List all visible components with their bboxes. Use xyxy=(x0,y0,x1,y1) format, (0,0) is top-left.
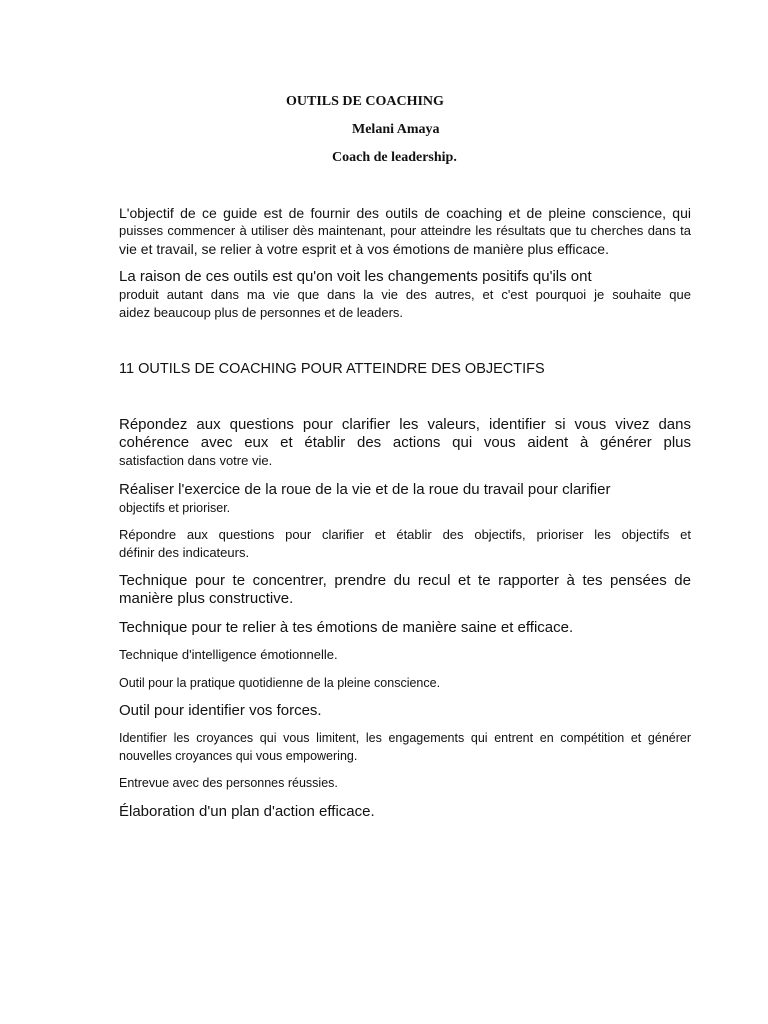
item-2-line-1: Réaliser l'exercice de la roue de la vie et de la roue du travail pour clarifier xyxy=(119,481,611,498)
item-1-line-3: satisfaction dans votre vie. xyxy=(119,453,273,468)
section-heading: 11 OUTILS DE COACHING POUR ATTEINDRE DES OBJECTIFS xyxy=(119,361,545,377)
item-11-line-1: Élaboration d'un plan d'action efficace. xyxy=(119,803,375,820)
list-item xyxy=(119,526,691,562)
list-item xyxy=(119,729,691,765)
list-item xyxy=(119,416,691,470)
item-4-line-1: Technique pour te concentrer, prendre du recul et te rapporter à tes pensées de xyxy=(119,572,691,589)
item-1-line-2: cohérence avec eux et établir des actions qui vous aident à générer plus xyxy=(119,434,691,451)
list-item xyxy=(119,702,691,720)
list-item xyxy=(119,481,691,517)
intro-2-line-3: aidez beaucoup plus de personnes et de leaders. xyxy=(119,305,404,320)
item-6-line-1: Technique d'intelligence émotionnelle. xyxy=(119,647,338,662)
list-item xyxy=(119,774,691,792)
intro-1-line-2: puisses commencer à utiliser dès maintenant, pour atteindre les résultats que tu cherches dans ta xyxy=(119,223,691,238)
item-7-line-1: Outil pour la pratique quotidienne de la pleine conscience. xyxy=(119,676,441,690)
author-name: Melani Amaya xyxy=(352,122,440,137)
list-item xyxy=(119,646,691,664)
list-item xyxy=(119,572,691,608)
item-8-line-1: Outil pour identifier vos forces. xyxy=(119,702,322,719)
item-9-line-1: Identifier les croyances qui vous limitent, les engagements qui entrent en compétition et générer xyxy=(119,731,691,745)
item-4-line-2: manière plus constructive. xyxy=(119,590,294,607)
item-3-line-2: définir des indicateurs. xyxy=(119,545,250,560)
item-1-line-1: Répondez aux questions pour clarifier les valeurs, identifier si vous vivez dans xyxy=(119,416,691,433)
author-role: Coach de leadership. xyxy=(332,150,457,165)
list-item xyxy=(119,674,691,692)
intro-2-line-2: produit autant dans ma vie que dans la vie des autres, et c'est pourquoi je souhaite que xyxy=(119,287,691,302)
item-10-line-1: Entrevue avec des personnes réussies. xyxy=(119,776,338,790)
item-3-line-1: Répondre aux questions pour clarifier et établir des objectifs, prioriser les objectifs et xyxy=(119,527,691,542)
intro-1-line-3: vie et travail, se relier à votre esprit et à vos émotions de manière plus efficace. xyxy=(119,241,609,257)
intro-paragraph-1 xyxy=(119,204,691,258)
intro-paragraph-2 xyxy=(119,268,691,322)
item-2-line-2: objectifs et prioriser. xyxy=(119,501,231,515)
intro-1-line-1: L'objectif de ce guide est de fournir des outils de coaching et de pleine conscience, qui xyxy=(119,205,691,221)
item-9-line-2: nouvelles croyances qui vous empowering. xyxy=(119,749,358,763)
list-item xyxy=(119,619,691,637)
intro-2-line-1: La raison de ces outils est qu'on voit les changements positifs qu'ils ont xyxy=(119,268,592,285)
list-item xyxy=(119,803,691,821)
document-title: OUTILS DE COACHING xyxy=(286,94,444,109)
item-5-line-1: Technique pour te relier à tes émotions de manière saine et efficace. xyxy=(119,619,574,636)
